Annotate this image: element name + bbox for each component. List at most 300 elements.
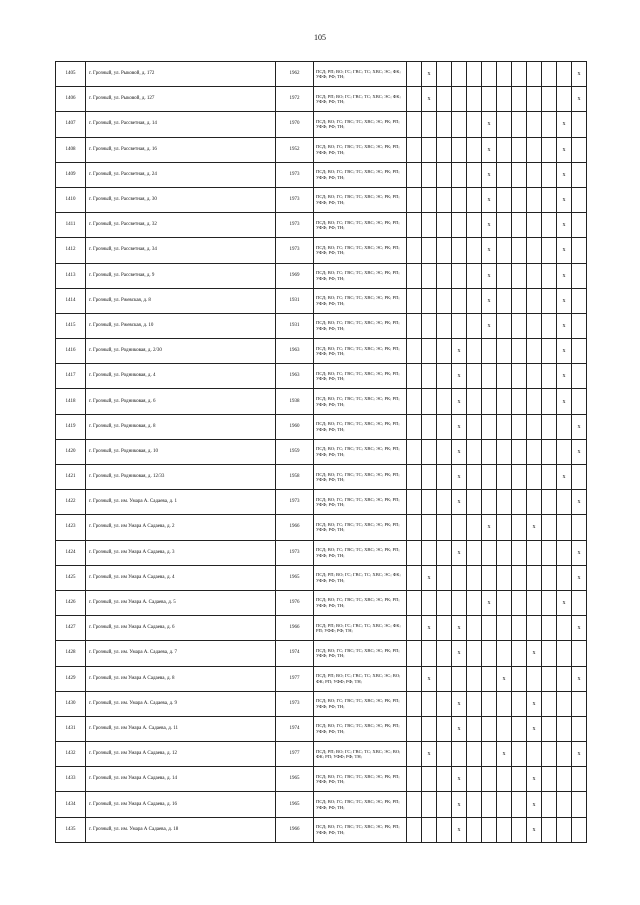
mark-cell (512, 263, 527, 288)
mark-cell (557, 666, 572, 691)
mark-cell (467, 792, 482, 817)
mark-cell: x (452, 792, 467, 817)
mark-cell (437, 490, 452, 515)
mark-cell (512, 465, 527, 490)
mark-cell (407, 565, 422, 590)
mark-cell (407, 641, 422, 666)
mark-cell (497, 313, 512, 338)
mark-cell (482, 716, 497, 741)
table-row (56, 691, 587, 716)
year-cell: 1974 (276, 716, 314, 741)
mark-cell (527, 616, 542, 641)
mark-cell (467, 288, 482, 313)
work-codes-cell: ПСД; ВО; ГС; ГВС; ТС; ХВС; ЭС; РК; РП; УФФ; РФ; ТН; (314, 238, 407, 263)
mark-cell (497, 616, 512, 641)
year-cell: 1938 (276, 389, 314, 414)
mark-cell (542, 616, 557, 641)
year-cell: 1962 (276, 62, 314, 87)
mark-cell (452, 62, 467, 87)
work-codes-cell: ПСД; ВО; ГС; ГВС; ТС; ХВС; ЭС; РК; РП; УФФ; РФ; ТН; (314, 792, 407, 817)
mark-cell (557, 62, 572, 87)
mark-cell (482, 565, 497, 590)
table-row (56, 137, 587, 162)
mark-cell (467, 716, 482, 741)
mark-cell (467, 414, 482, 439)
mark-cell (452, 742, 467, 767)
mark-cell: x (452, 364, 467, 389)
mark-cell (542, 540, 557, 565)
mark-cell (542, 465, 557, 490)
mark-cell (407, 389, 422, 414)
mark-cell: x (557, 238, 572, 263)
mark-cell: x (557, 213, 572, 238)
mark-cell (482, 817, 497, 842)
mark-cell (512, 288, 527, 313)
mark-cell (482, 691, 497, 716)
address-cell: г. Грозный, ул. им Умара А. Садаева, д. 11 (86, 716, 276, 741)
mark-cell (497, 339, 512, 364)
mark-cell (422, 288, 437, 313)
mark-cell (422, 263, 437, 288)
row-number: 1435 (56, 817, 86, 842)
mark-cell (467, 817, 482, 842)
mark-cell (542, 137, 557, 162)
mark-cell (497, 465, 512, 490)
mark-cell (452, 187, 467, 212)
mark-cell (437, 565, 452, 590)
mark-cell (407, 87, 422, 112)
mark-cell (512, 238, 527, 263)
table-row (56, 641, 587, 666)
mark-cell: x (527, 792, 542, 817)
mark-cell (467, 767, 482, 792)
mark-cell (542, 162, 557, 187)
mark-cell (467, 263, 482, 288)
mark-cell: x (482, 112, 497, 137)
mark-cell (512, 515, 527, 540)
work-codes-cell: ПСД; ВО; ГС; ГВС; ТС; ХВС; ЭС; РК; РП; УФФ; РФ; ТН; (314, 213, 407, 238)
mark-cell: x (482, 137, 497, 162)
work-codes-cell: ПСД; ВО; ГС; ГВС; ТС; ХВС; ЭС; РК; РП; УФФ; РФ; ТН; (314, 112, 407, 137)
mark-cell: x (527, 691, 542, 716)
mark-cell (497, 364, 512, 389)
mark-cell: x (557, 339, 572, 364)
work-codes-cell: ПСД; ВО; ГС; ГВС; ТС; ХВС; ЭС; РК; РП; УФФ; РФ; ТН; (314, 339, 407, 364)
address-cell: г. Грозный, ул. им Умара А Садаева, д. 6 (86, 616, 276, 641)
address-cell: г. Грозный, ул. Ржевская, д. 8 (86, 288, 276, 313)
mark-cell (542, 767, 557, 792)
mark-cell (572, 238, 587, 263)
address-cell: г. Грозный, ул. им Умара А Садаева, д. 3 (86, 540, 276, 565)
mark-cell: x (422, 616, 437, 641)
mark-cell (407, 439, 422, 464)
mark-cell (467, 87, 482, 112)
table-row (56, 792, 587, 817)
mark-cell (437, 641, 452, 666)
table-row (56, 515, 587, 540)
row-number: 1407 (56, 112, 86, 137)
mark-cell (407, 137, 422, 162)
mark-cell (542, 792, 557, 817)
mark-cell (527, 565, 542, 590)
mark-cell (407, 792, 422, 817)
mark-cell (437, 817, 452, 842)
row-number: 1417 (56, 364, 86, 389)
mark-cell (407, 313, 422, 338)
mark-cell (437, 62, 452, 87)
table-row (56, 389, 587, 414)
mark-cell (527, 162, 542, 187)
mark-cell (437, 238, 452, 263)
mark-cell: x (482, 213, 497, 238)
mark-cell (557, 767, 572, 792)
mark-cell (467, 616, 482, 641)
mark-cell (437, 389, 452, 414)
mark-cell (557, 792, 572, 817)
mark-cell (437, 162, 452, 187)
year-cell: 1966 (276, 817, 314, 842)
mark-cell (422, 515, 437, 540)
mark-cell: x (452, 691, 467, 716)
mark-cell (452, 238, 467, 263)
table-row (56, 716, 587, 741)
mark-cell (422, 792, 437, 817)
address-cell: г. Грозный, ул. им Умара А Садаева, д. 12 (86, 742, 276, 767)
page-number: 105 (314, 33, 326, 42)
mark-cell: x (497, 742, 512, 767)
work-codes-cell: ПСД; ВО; ГС; ГВС; ТС; ХВС; ЭС; РК; РП; УФФ; РФ; ТН; (314, 364, 407, 389)
mark-cell (482, 364, 497, 389)
work-codes-cell: ПСД; ВО; ГС; ГВС; ТС; ХВС; ЭС; РК; РП; УФФ; РФ; ТН; (314, 465, 407, 490)
mark-cell (497, 767, 512, 792)
mark-cell (572, 364, 587, 389)
mark-cell (512, 439, 527, 464)
mark-cell (482, 87, 497, 112)
table-row (56, 742, 587, 767)
mark-cell (437, 87, 452, 112)
mark-cell: x (527, 716, 542, 741)
mark-cell (542, 641, 557, 666)
mark-cell (422, 213, 437, 238)
work-codes-cell: ПСД; ВО; ГС; ГВС; ТС; ХВС; ЭС; РК; РП; УФФ; РФ; ТН; (314, 187, 407, 212)
work-codes-cell: ПСД; ВО; ГС; ГВС; ТС; ХВС; ЭС; РК; РП; УФФ; РФ; ТН; (314, 137, 407, 162)
mark-cell (527, 339, 542, 364)
mark-cell (407, 62, 422, 87)
table-row (56, 616, 587, 641)
mark-cell (482, 767, 497, 792)
table-body (56, 62, 587, 843)
work-codes-cell: ПСД; ВО; ГС; ГВС; ТС; ХВС; ЭС; РК; РП; УФФ; РФ; ТН; (314, 162, 407, 187)
row-number: 1422 (56, 490, 86, 515)
table-row (56, 414, 587, 439)
mark-cell: x (572, 616, 587, 641)
mark-cell (407, 540, 422, 565)
mark-cell (527, 263, 542, 288)
mark-cell: x (422, 666, 437, 691)
mark-cell (527, 465, 542, 490)
year-cell: 1960 (276, 414, 314, 439)
row-number: 1428 (56, 641, 86, 666)
mark-cell (542, 112, 557, 137)
mark-cell (452, 288, 467, 313)
mark-cell (422, 767, 437, 792)
mark-cell (572, 590, 587, 615)
table-row (56, 87, 587, 112)
row-number: 1424 (56, 540, 86, 565)
address-cell: г. Грозный, ул. им. Умара А. Садаева, д. 9 (86, 691, 276, 716)
mark-cell (467, 313, 482, 338)
year-cell: 1965 (276, 767, 314, 792)
year-cell: 1966 (276, 515, 314, 540)
address-cell: г. Грозный, ул. Родниковая, д. 8 (86, 414, 276, 439)
mark-cell (452, 565, 467, 590)
mark-cell (497, 137, 512, 162)
mark-cell (452, 137, 467, 162)
mark-cell (542, 62, 557, 87)
mark-cell: x (527, 515, 542, 540)
table-row (56, 263, 587, 288)
address-cell: г. Грозный, ул. Рассветная, д. 34 (86, 238, 276, 263)
mark-cell: x (452, 767, 467, 792)
table-row (56, 540, 587, 565)
mark-cell (422, 389, 437, 414)
mark-cell: x (452, 540, 467, 565)
mark-cell (512, 616, 527, 641)
mark-cell (407, 263, 422, 288)
mark-cell (437, 691, 452, 716)
mark-cell (497, 515, 512, 540)
mark-cell (512, 112, 527, 137)
mark-cell (542, 439, 557, 464)
mark-cell: x (422, 565, 437, 590)
address-cell: г. Грозный, ул. Рассветная, д. 30 (86, 187, 276, 212)
row-number: 1427 (56, 616, 86, 641)
mark-cell: x (422, 87, 437, 112)
mark-cell (527, 439, 542, 464)
address-cell: г. Грозный, ул. Родниковая, д. 2/30 (86, 339, 276, 364)
mark-cell (407, 339, 422, 364)
mark-cell (422, 439, 437, 464)
year-cell: 1977 (276, 666, 314, 691)
mark-cell (542, 339, 557, 364)
year-cell: 1973 (276, 187, 314, 212)
mark-cell: x (482, 288, 497, 313)
mark-cell (512, 565, 527, 590)
row-number: 1431 (56, 716, 86, 741)
address-cell: г. Грозный, ул. Родниковая, д. 10 (86, 439, 276, 464)
mark-cell (407, 616, 422, 641)
address-cell: г. Грозный, ул. Рыковой, д. 127 (86, 87, 276, 112)
mark-cell (467, 389, 482, 414)
year-cell: 1973 (276, 490, 314, 515)
mark-cell: x (557, 389, 572, 414)
mark-cell: x (452, 817, 467, 842)
mark-cell (527, 590, 542, 615)
table-row (56, 817, 587, 842)
mark-cell (557, 641, 572, 666)
year-cell: 1969 (276, 263, 314, 288)
mark-cell (407, 515, 422, 540)
mark-cell: x (482, 590, 497, 615)
mark-cell (422, 313, 437, 338)
mark-cell (572, 263, 587, 288)
mark-cell: x (452, 616, 467, 641)
mark-cell (497, 439, 512, 464)
row-number: 1406 (56, 87, 86, 112)
row-number: 1414 (56, 288, 86, 313)
work-codes-cell: ПСД; РП; ВО; ГС; ГВС; ТС; ХВС; ЭС; ВО; ФК; РП; УФФ; РФ; ТН; (314, 742, 407, 767)
mark-cell: x (482, 162, 497, 187)
row-number: 1425 (56, 565, 86, 590)
mark-cell (557, 691, 572, 716)
mark-cell (422, 112, 437, 137)
year-cell: 1965 (276, 565, 314, 590)
year-cell: 1976 (276, 590, 314, 615)
mark-cell (512, 490, 527, 515)
mark-cell (572, 767, 587, 792)
mark-cell (422, 590, 437, 615)
mark-cell (542, 565, 557, 590)
mark-cell (482, 414, 497, 439)
mark-cell: x (572, 490, 587, 515)
table-row (56, 565, 587, 590)
mark-cell (437, 616, 452, 641)
work-codes-cell: ПСД; РП; ВО; ГС; ГВС; ТС; ХВС; ЭС; ФК; УФФ; РФ; ТН; (314, 62, 407, 87)
mark-cell (512, 162, 527, 187)
work-codes-cell: ПСД; ВО; ГС; ГВС; ТС; ХВС; ЭС; РК; РП; УФФ; РФ; ТН; (314, 716, 407, 741)
mark-cell (437, 339, 452, 364)
mark-cell (512, 62, 527, 87)
mark-cell (497, 716, 512, 741)
mark-cell (527, 213, 542, 238)
row-number: 1423 (56, 515, 86, 540)
mark-cell (542, 817, 557, 842)
year-cell: 1977 (276, 742, 314, 767)
mark-cell: x (482, 263, 497, 288)
mark-cell: x (527, 817, 542, 842)
mark-cell (572, 465, 587, 490)
work-codes-cell: ПСД; РП; ВО; ГС; ГВС; ТС; ХВС; ЭС; ВО; ФК; РП; УФФ; РФ; ТН; (314, 666, 407, 691)
mark-cell (572, 288, 587, 313)
mark-cell (407, 213, 422, 238)
mark-cell (407, 288, 422, 313)
mark-cell: x (557, 162, 572, 187)
mark-cell (467, 691, 482, 716)
table-row (56, 313, 587, 338)
year-cell: 1963 (276, 339, 314, 364)
mark-cell (437, 187, 452, 212)
mark-cell (452, 515, 467, 540)
table-row (56, 112, 587, 137)
mark-cell (482, 62, 497, 87)
mark-cell (467, 339, 482, 364)
mark-cell (497, 691, 512, 716)
mark-cell (467, 515, 482, 540)
table-row (56, 187, 587, 212)
mark-cell (497, 213, 512, 238)
mark-cell (557, 540, 572, 565)
mark-cell (497, 112, 512, 137)
mark-cell (422, 339, 437, 364)
mark-cell (452, 162, 467, 187)
row-number: 1432 (56, 742, 86, 767)
mark-cell (467, 213, 482, 238)
mark-cell: x (572, 414, 587, 439)
address-cell: г. Грозный, ул. им. Умара А. Садаева, д. 7 (86, 641, 276, 666)
mark-cell (497, 590, 512, 615)
mark-cell: x (557, 112, 572, 137)
mark-cell (527, 187, 542, 212)
mark-cell (422, 238, 437, 263)
table-row (56, 364, 587, 389)
mark-cell (512, 213, 527, 238)
mark-cell (407, 742, 422, 767)
mark-cell (437, 439, 452, 464)
mark-cell (572, 691, 587, 716)
mark-cell (407, 187, 422, 212)
mark-cell: x (557, 263, 572, 288)
mark-cell (512, 313, 527, 338)
row-number: 1416 (56, 339, 86, 364)
mark-cell: x (452, 414, 467, 439)
work-codes-cell: ПСД; ВО; ГС; ГВС; ТС; ХВС; ЭС; РК; РП; УФФ; РФ; ТН; (314, 767, 407, 792)
table-row (56, 238, 587, 263)
table-row (56, 213, 587, 238)
mark-cell (572, 137, 587, 162)
mark-cell: x (557, 187, 572, 212)
work-codes-cell: ПСД; ВО; ГС; ГВС; ТС; ХВС; ЭС; РК; РП; УФФ; РФ; ТН; (314, 313, 407, 338)
mark-cell: x (572, 742, 587, 767)
table-row (56, 162, 587, 187)
mark-cell (467, 490, 482, 515)
year-cell: 1958 (276, 465, 314, 490)
work-codes-cell: ПСД; ВО; ГС; ГВС; ТС; ХВС; ЭС; РК; РП; УФФ; РФ; ТН; (314, 439, 407, 464)
year-cell: 1974 (276, 641, 314, 666)
year-cell: 1959 (276, 439, 314, 464)
mark-cell (437, 414, 452, 439)
mark-cell (572, 162, 587, 187)
mark-cell (512, 742, 527, 767)
mark-cell (467, 364, 482, 389)
mark-cell (407, 490, 422, 515)
year-cell: 1966 (276, 616, 314, 641)
row-number: 1433 (56, 767, 86, 792)
mark-cell (497, 162, 512, 187)
mark-cell (467, 162, 482, 187)
mark-cell (422, 490, 437, 515)
mark-cell (497, 238, 512, 263)
mark-cell (407, 767, 422, 792)
mark-cell (557, 616, 572, 641)
mark-cell (572, 389, 587, 414)
mark-cell (542, 414, 557, 439)
mark-cell (572, 313, 587, 338)
mark-cell (467, 565, 482, 590)
mark-cell (407, 716, 422, 741)
mark-cell (437, 792, 452, 817)
mark-cell (497, 540, 512, 565)
mark-cell (512, 364, 527, 389)
mark-cell: x (557, 288, 572, 313)
mark-cell (452, 112, 467, 137)
mark-cell (467, 137, 482, 162)
mark-cell (467, 742, 482, 767)
mark-cell (482, 666, 497, 691)
housing-registry-table (55, 61, 587, 843)
mark-cell (437, 515, 452, 540)
address-cell: г. Грозный, ул. им Умара А Садаева, д. 4 (86, 565, 276, 590)
mark-cell (437, 666, 452, 691)
